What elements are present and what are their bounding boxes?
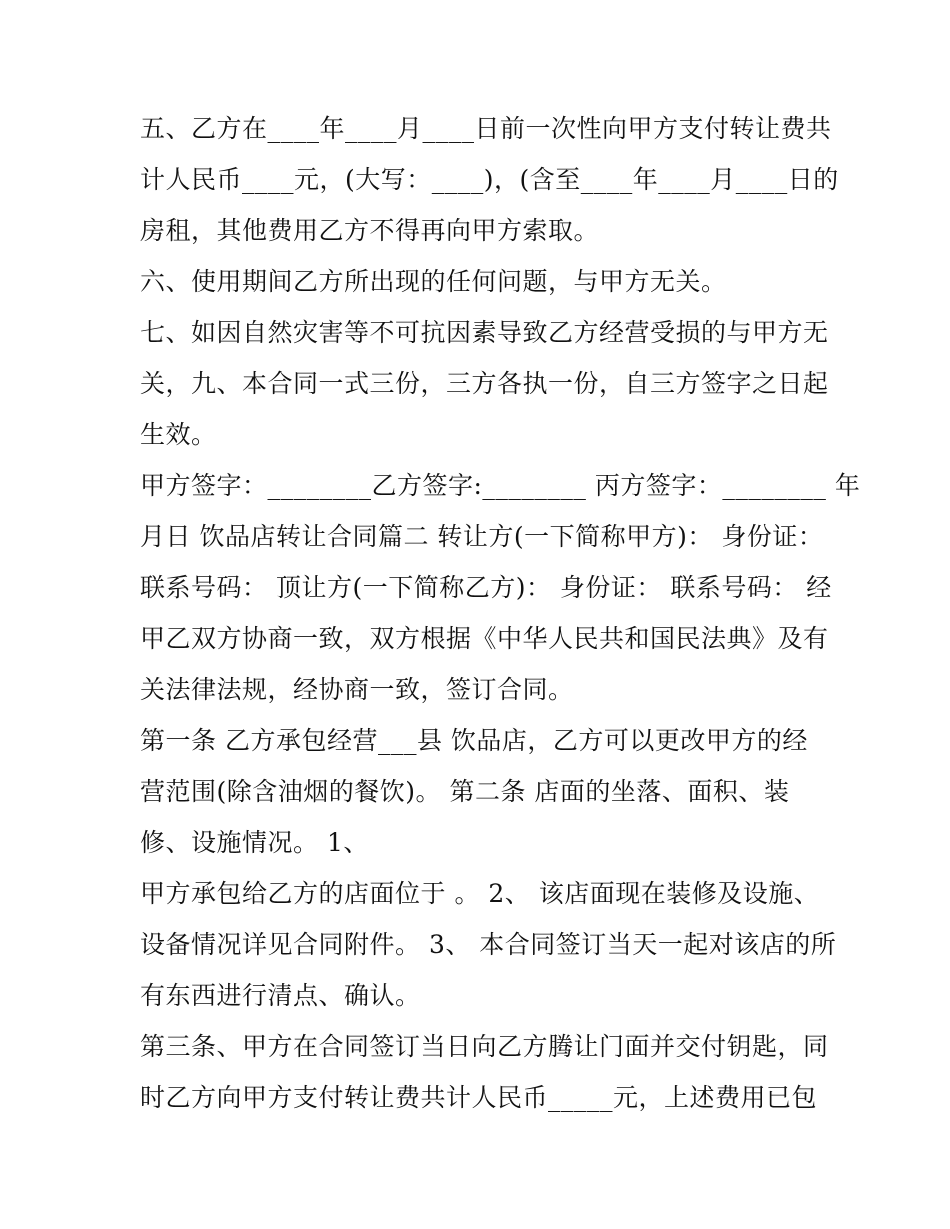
text-line: 计人民币____元，(大写：____)，(含至____年____月____日的 <box>140 165 839 194</box>
text-line: 房租，其他费用乙方不得再向甲方索取。 <box>140 216 600 245</box>
text-line: 关，九、本合同一式三份，三方各执一份，自三方签字之日起 <box>140 369 829 398</box>
text-line: 时乙方向甲方支付转让费共计人民币_____元，上述费用已包 <box>140 1083 818 1112</box>
text-line: 联系号码： 顶让方(一下简称乙方)： 身份证： 联系号码： 经 <box>140 573 832 602</box>
text-line: 设备情况详见合同附件。 3、 本合同签订当天一起对该店的所 <box>140 930 837 959</box>
text-line: 第三条、甲方在合同签订当日向乙方腾让门面并交付钥匙，同 <box>140 1032 829 1061</box>
text-line: 有东西进行清点、确认。 <box>140 981 421 1010</box>
text-line: 关法律法规，经协商一致，签订合同。 <box>140 675 574 704</box>
text-line: 甲乙双方协商一致，双方根据《中华人民共和国民法典》及有 <box>140 624 829 653</box>
signature-line: 甲方签字：________乙方签字:________ 丙方签字：________ 年 <box>140 471 861 500</box>
text-line: 五、乙方在____年____月____日前一次性向甲方支付转让费共 <box>140 114 832 143</box>
text-line: 营范围(除含油烟的餐饮)。 第二条 店面的坐落、面积、装 <box>140 777 790 806</box>
text-line: 甲方承包给乙方的店面位于 。 2、 该店面现在装修及设施、 <box>140 879 820 908</box>
text-line: 七、如因自然灾害等不可抗因素导致乙方经营受损的与甲方无 <box>140 318 829 347</box>
text-line: 生效。 <box>140 420 217 449</box>
text-line: 六、使用期间乙方所出现的任何问题，与甲方无关。 <box>140 267 727 296</box>
text-line: 第一条 乙方承包经营___县 饮品店，乙方可以更改甲方的经 <box>140 726 808 755</box>
text-line: 月日 饮品店转让合同篇二 转让方(一下简称甲方)： 身份证： <box>140 522 824 551</box>
text-line: 修、设施情况。 1、 <box>140 828 369 857</box>
